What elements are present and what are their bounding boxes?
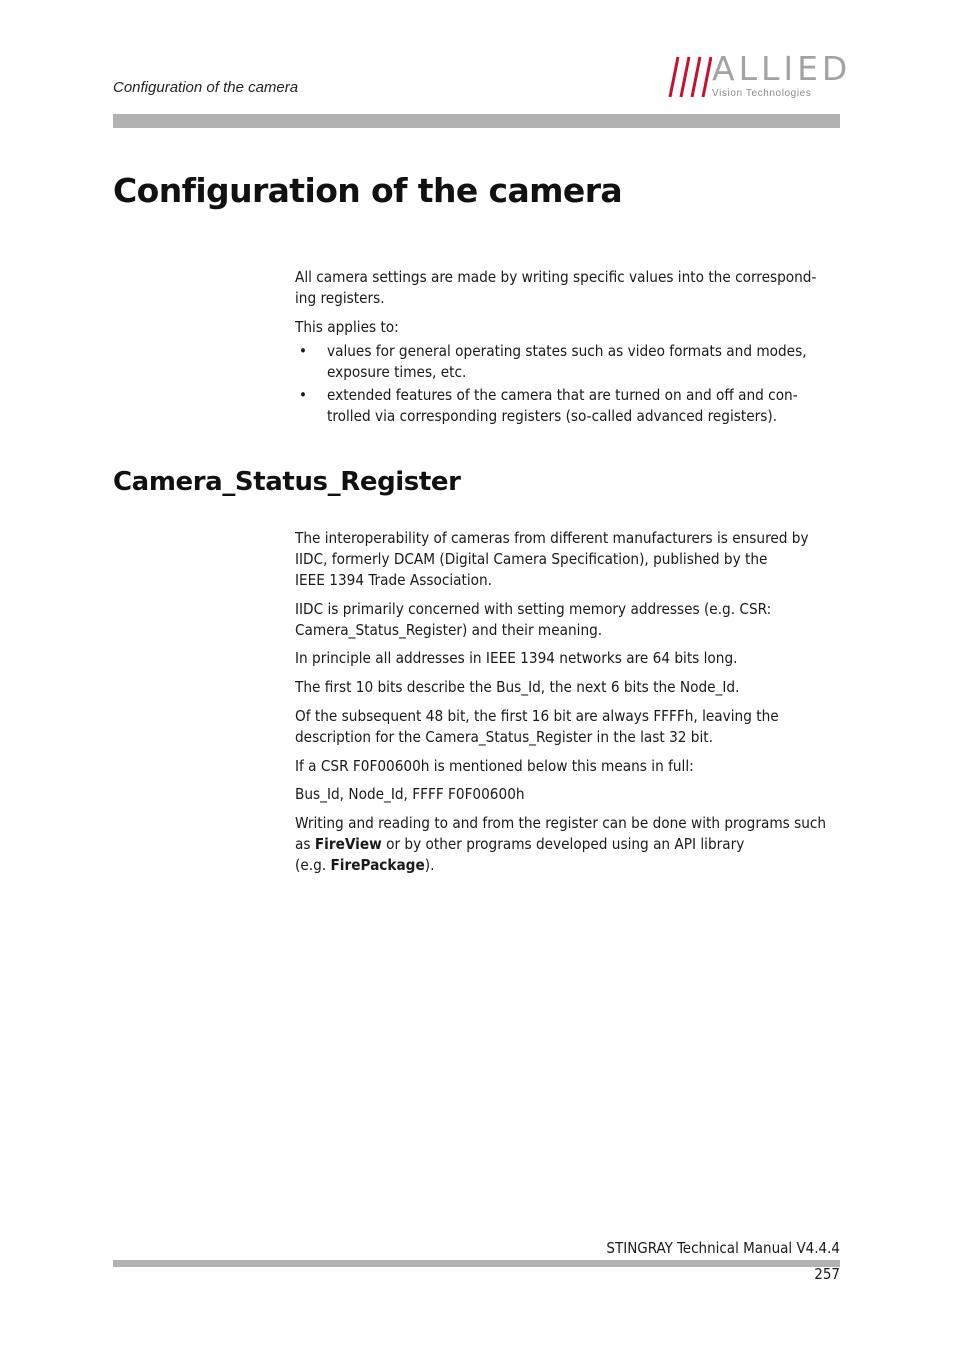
- p8-line-2-start: as: [295, 835, 315, 853]
- paragraph-interoperability: [295, 528, 843, 591]
- p8-line-1: Writing and reading to and from the register can be done with programs such: [295, 814, 827, 832]
- p8-line-3: [295, 855, 843, 876]
- bullet-icon: •: [299, 342, 307, 360]
- paragraph-full-address: [295, 784, 843, 805]
- p1-line-3: IEEE 1394 Trade Association.: [295, 571, 493, 589]
- p4-line: The first 10 bits describe the Bus_Id, the next 6 bits the Node_Id.: [295, 678, 740, 696]
- bullet-1-line-2: exposure times, etc.: [327, 363, 467, 381]
- paragraph-addresses: [295, 648, 843, 669]
- list-item: [295, 385, 843, 427]
- bullet-1-line-1: values for general operating states such as video formats and modes,: [327, 342, 807, 360]
- p1-line-2: IIDC, formerly DCAM (Digital Camera Specification), published by the: [295, 550, 768, 568]
- p8-line-3-end: ).: [424, 856, 435, 874]
- applies-paragraph: [295, 317, 843, 338]
- intro-paragraph: [295, 267, 843, 309]
- paragraph-subsequent: [295, 706, 843, 748]
- page-title: Configuration of the camera: [113, 171, 623, 210]
- paragraph-bits: [295, 677, 843, 698]
- bullet-icon: •: [299, 386, 307, 404]
- applies-text: This applies to:: [295, 318, 399, 336]
- running-header-title: Configuration of the camera: [113, 79, 299, 96]
- paragraph-writing-reading: [295, 813, 843, 876]
- p1-line-1: The interoperability of cameras from different manufacturers is ensured by: [295, 529, 809, 547]
- list-item: [295, 341, 843, 383]
- bullet-2-line-2: trolled via corresponding registers (so-called advanced registers).: [327, 407, 778, 425]
- allied-logo: [668, 49, 852, 101]
- fireview-term: FireView: [314, 835, 382, 853]
- page-number: 257: [814, 1265, 840, 1283]
- p8-line-3-start: (e.g.: [295, 856, 331, 874]
- section-heading-camera-status-register: Camera_Status_Register: [113, 467, 461, 497]
- intro-line-1: All camera settings are made by writing specific values into the correspond-: [295, 268, 817, 286]
- logo-wordmark: ALLIED: [712, 49, 852, 88]
- footer-manual-title: STINGRAY Technical Manual V4.4.4: [606, 1239, 840, 1257]
- bullet-2-line-1: extended features of the camera that are turned on and off and con-: [327, 386, 798, 404]
- firepackage-term: FirePackage: [330, 856, 425, 874]
- p2-line-1: IIDC is primarily concerned with setting memory addresses (e.g. CSR:: [295, 600, 772, 618]
- header-rule: [113, 114, 840, 128]
- p3-line: In principle all addresses in IEEE 1394 networks are 64 bits long.: [295, 649, 738, 667]
- logo-slashes-icon: [668, 55, 712, 99]
- applies-bullet-list: [295, 341, 843, 427]
- p8-line-2-end: or by other programs developed using an API library: [381, 835, 745, 853]
- paragraph-csr: [295, 756, 843, 777]
- footer-rule: [113, 1260, 840, 1267]
- logo-tagline: Vision Technologies: [712, 88, 812, 99]
- p5-line-2: description for the Camera_Status_Register in the last 32 bit.: [295, 728, 713, 746]
- paragraph-iidc: [295, 599, 843, 641]
- p8-line-2: [295, 834, 843, 855]
- p2-line-2: Camera_Status_Register) and their meaning.: [295, 621, 603, 639]
- intro-line-2: ing registers.: [295, 289, 385, 307]
- p6-line: If a CSR F0F00600h is mentioned below this means in full:: [295, 757, 694, 775]
- p5-line-1: Of the subsequent 48 bit, the first 16 bit are always FFFFh, leaving the: [295, 707, 779, 725]
- p7-line: Bus_Id, Node_Id, FFFF F0F00600h: [295, 785, 525, 803]
